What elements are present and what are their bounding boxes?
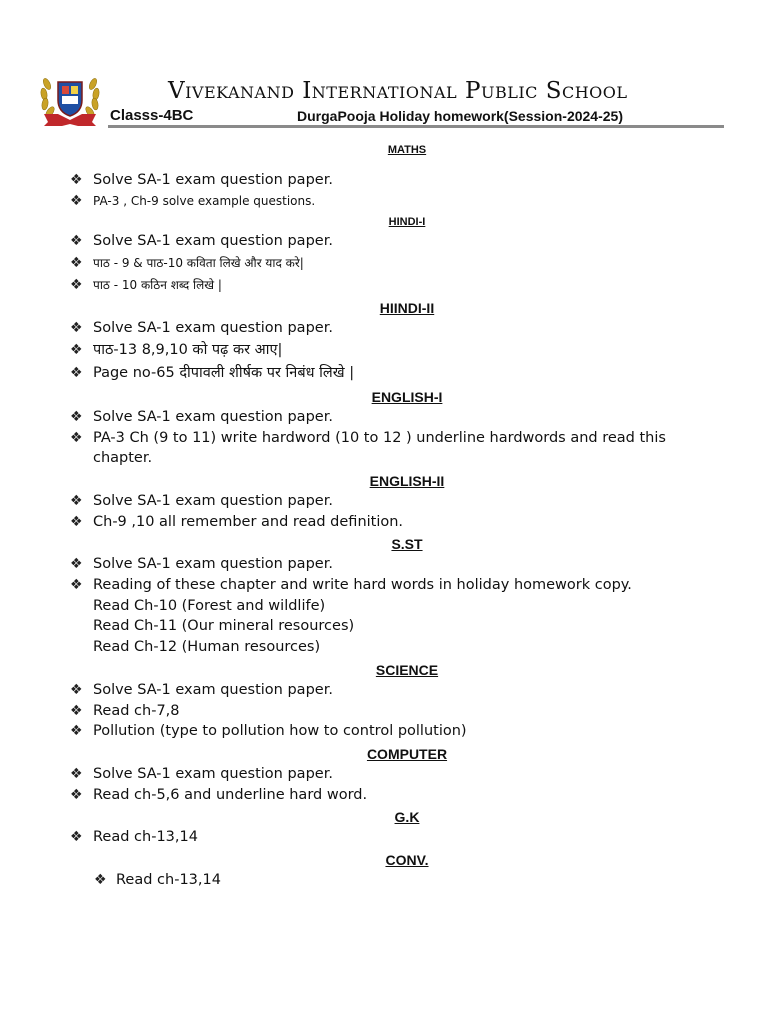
list-item: ❖ पाठ-13 8,9,10 को पढ़ कर आए| — [0, 339, 768, 362]
bullet-icon: ❖ — [70, 786, 83, 803]
bullet-icon: ❖ — [70, 364, 83, 381]
header-divider — [108, 125, 724, 128]
bullet-icon: ❖ — [70, 255, 83, 272]
list-item: ❖ Solve SA-1 exam question paper. — [0, 554, 768, 575]
class-label: Classs-4BC — [110, 107, 194, 124]
bullet-icon: ❖ — [70, 233, 83, 250]
list-item: ❖ PA-3 , Ch-9 solve example questions. — [0, 191, 768, 212]
maths-items — [0, 170, 768, 211]
list-item: ❖ Read ch-5,6 and underline hard word. — [0, 785, 768, 806]
list-item: ❖ Read ch-13,14 — [0, 827, 768, 848]
computer-items — [0, 764, 768, 805]
bullet-icon: ❖ — [70, 277, 83, 294]
list-item: ❖ Solve SA-1 exam question paper. — [0, 491, 768, 512]
sst-items — [0, 554, 768, 595]
school-crest-logo — [38, 70, 102, 128]
bullet-icon: ❖ — [70, 681, 83, 698]
list-item: ❖ Read ch-7,8 — [0, 701, 768, 722]
list-item: ❖ Page no-65 दीपावली शीर्षक पर निबंध लिखे | — [0, 362, 768, 385]
section-title-science: SCIENCE — [375, 661, 439, 678]
bullet-icon: ❖ — [70, 320, 83, 337]
list-item: ❖ Solve SA-1 exam question paper. — [0, 407, 768, 428]
section-title-maths: MATHS — [387, 144, 427, 156]
list-item: ❖ Solve SA-1 exam question paper. — [0, 231, 768, 252]
list-item: ❖ पाठ - 9 & पाठ-10 कविता लिखे और याद करे| — [0, 252, 768, 274]
list-item: ❖ Solve SA-1 exam question paper. — [0, 170, 768, 191]
bullet-icon: ❖ — [70, 829, 83, 846]
gk-items — [0, 827, 768, 848]
list-item: ❖ Pollution (type to pollution how to control pollution) — [0, 721, 768, 742]
bullet-icon: ❖ — [70, 723, 83, 740]
list-item: ❖ Solve SA-1 exam question paper. — [0, 318, 768, 339]
bullet-icon: ❖ — [70, 765, 83, 782]
section-title-english-1: ENGLISH-I — [371, 388, 443, 405]
list-item: ❖ Solve SA-1 exam question paper. — [0, 680, 768, 701]
bullet-icon: ❖ — [70, 341, 83, 358]
section-title-english-2: ENGLISH-II — [369, 472, 445, 489]
hindi-2-items — [0, 318, 768, 385]
list-item: ❖ Ch-9 ,10 all remember and read definition. — [0, 512, 768, 533]
bullet-icon: ❖ — [70, 192, 83, 209]
conv-items — [0, 870, 768, 891]
section-title-hindi-2: HIINDI-II — [379, 300, 435, 317]
sst-subitem: Read Ch-11 (Our mineral resources) — [93, 618, 355, 635]
section-title-conv: CONV. — [385, 852, 429, 869]
bullet-icon: ❖ — [94, 872, 107, 889]
list-item: ❖ Read ch-13,14 — [0, 870, 768, 891]
list-item: ❖ Reading of these chapter and write hard words in holiday homework copy. — [0, 575, 768, 596]
bullet-icon: ❖ — [70, 408, 83, 425]
bullet-icon: ❖ — [70, 556, 83, 573]
bullet-icon: ❖ — [70, 577, 83, 594]
list-item: ❖ PA-3 Ch (9 to 11) write hardword (10 to 12 ) underline hardwords and read this chapter. — [70, 429, 666, 467]
sst-subitem: Read Ch-12 (Human resources) — [93, 639, 321, 656]
section-title-computer: COMPUTER — [366, 745, 448, 762]
sst-subitem: Read Ch-10 (Forest and wildlife) — [93, 597, 326, 614]
holiday-homework-title: DurgaPooja Holiday homework(Session-2024-25) — [297, 108, 623, 124]
list-item: ❖ Solve SA-1 exam question paper. — [0, 764, 768, 785]
section-title-hindi-1: HINDI-I — [388, 216, 426, 229]
section-title-gk: G.K — [394, 809, 420, 826]
science-items — [0, 680, 768, 742]
section-title-sst: S.ST — [391, 536, 423, 553]
school-name: Vivekanand International Public School — [168, 78, 628, 104]
hindi-1-items — [0, 231, 768, 296]
bullet-icon: ❖ — [70, 429, 83, 446]
english-1-items — [0, 407, 768, 469]
bullet-icon: ❖ — [70, 172, 83, 188]
bullet-icon: ❖ — [70, 702, 83, 719]
list-item: ❖ पाठ - 10 कठिन शब्द लिखे | — [0, 274, 768, 296]
english-2-items — [0, 491, 768, 532]
bullet-icon: ❖ — [70, 513, 83, 530]
homework-list — [0, 141, 768, 891]
bullet-icon: ❖ — [70, 492, 83, 509]
